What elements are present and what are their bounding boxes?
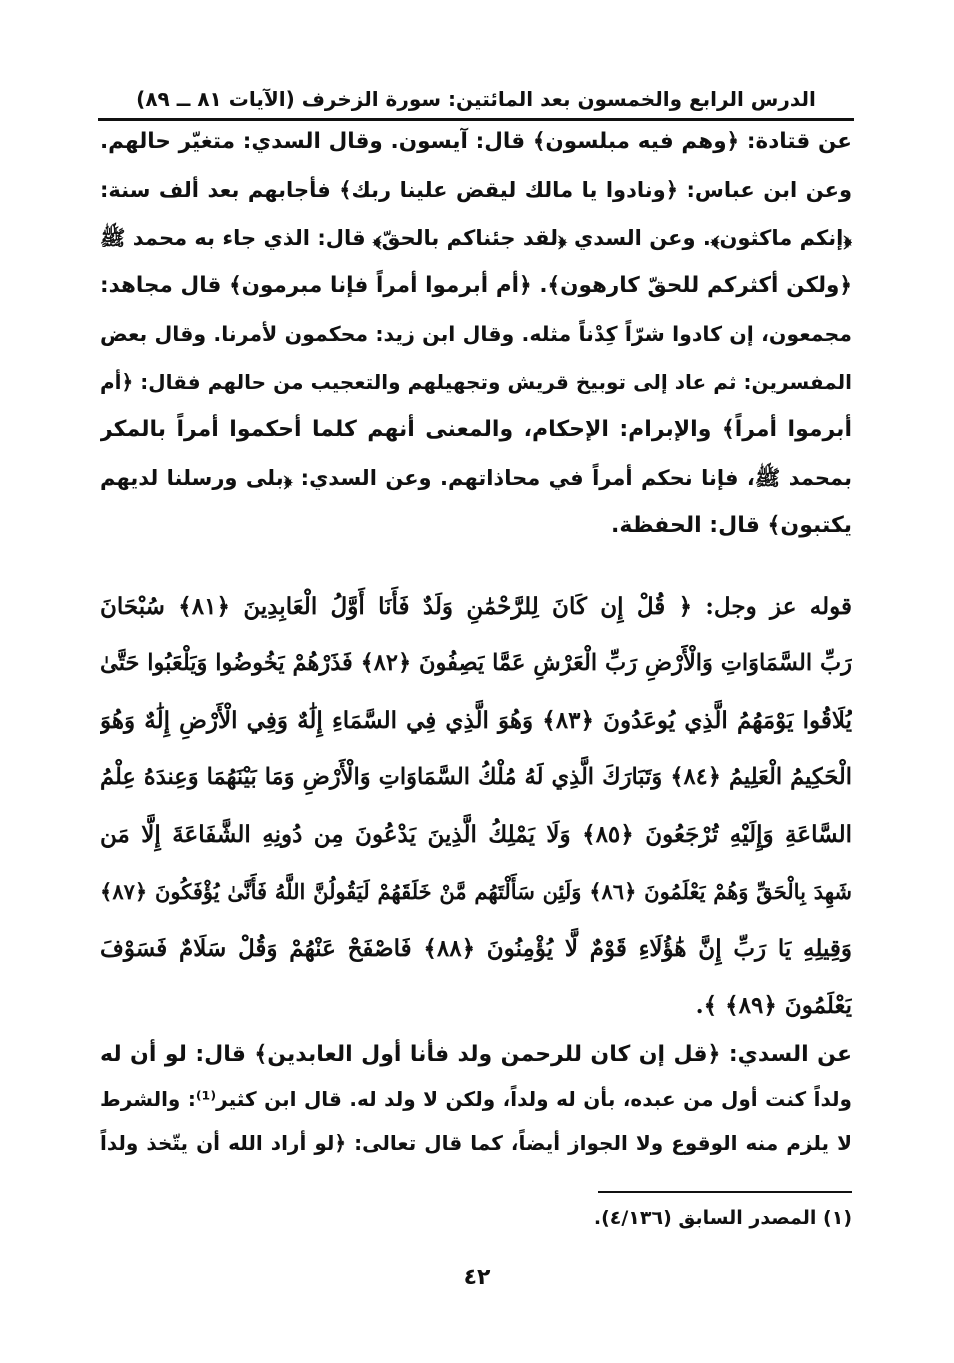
text-line: ولداً كنت أول من عبده، بأن له ولداً، ولكن لا ولد له. قال ابن كثير⁽¹⁾: والشرط bbox=[100, 1087, 852, 1111]
text-line: لا يلزم منه الوقوع ولا الجواز أيضاً، كما قال تعالى: ﴿لو أراد الله أن يتّخذ ولداً bbox=[100, 1131, 852, 1155]
verse-line: السَّاعَةِ وَإِلَيْهِ تُرْجَعُونَ ﴿٨٥﴾ وَلَا يَمْلِكُ الَّذِينَ يَدْعُونَ مِن دُونِهِ الشَّفَاعَةَ إِلَّا مَن bbox=[100, 821, 852, 848]
running-header: الدرس الرابع والخمسون بعد المائتين: سورة الزخرف (الآيات ٨١ ــ ٨٩) bbox=[136, 87, 816, 111]
text-line: وعن ابن عباس: ﴿ونادوا يا مالك ليقض علينا ربك﴾ فأجابهم بعد ألف سنة: bbox=[100, 178, 852, 202]
footnote-rule bbox=[598, 1191, 852, 1193]
text-line: أبرموا أمراً﴾ والإبرام: الإحكام، والمعنى أنهم كلما أحكموا أمراً بالمكر bbox=[100, 417, 852, 442]
verse-line: يَعْلَمُونَ ﴿٨٩﴾ ﴾. bbox=[695, 992, 852, 1019]
text-line: مجمعون، إن كادوا شرّاً كِدْناً مثله. وقال ابن زيد: محكمون لأمرنا. وقال بعض bbox=[100, 322, 852, 346]
verse-line: الْحَكِيمُ الْعَلِيمُ ﴿٨٤﴾ وَتَبَارَكَ الَّذِي لَهُ مُلْكُ السَّمَاوَاتِ وَالْأَرْضِ وَمَا بَيْنَهُمَا وَعِندَهُ عِلْمُ bbox=[100, 764, 852, 790]
text-line: عن السدي: ﴿قل إن كان للرحمن ولد فأنا أول العابدين﴾ قال: لو أن له bbox=[100, 1042, 852, 1067]
quran-verses-block bbox=[100, 578, 852, 1034]
text-line: ﴿ولكن أكثركم للحقّ كارهون﴾. ﴿أم أبرموا أمراً فإنا مبرمون﴾ قال مجاهد: bbox=[100, 273, 852, 298]
verse-line: رَبِّ السَّمَاوَاتِ وَالْأَرْضِ رَبِّ الْعَرْشِ عَمَّا يَصِفُونَ ﴿٨٢﴾ فَذَرْهُمْ يَخُوضُوا وَيَلْعَبُوا حَتَّىٰ bbox=[100, 650, 852, 676]
page-number: ٤٢ bbox=[463, 1265, 491, 1290]
footnote: (١) المصدر السابق (٤/١٣٦). bbox=[593, 1207, 852, 1229]
text-line: المفسرين: ثم عاد إلى توبيخ قريش وتجهيلهم والتعجيب من حالهم فقال: ﴿أم bbox=[100, 370, 852, 394]
text-line: عن قتادة: ﴿وهم فيه مبلسون﴾ قال: آيسون. وقال السدي: متغيّر حالهم. bbox=[100, 129, 852, 154]
commentary-paragraph bbox=[100, 118, 852, 550]
verse-line: شَهِدَ بِالْحَقِّ وَهُمْ يَعْلَمُونَ ﴿٨٦﴾ وَلَئِن سَأَلْتَهُم مَّنْ خَلَقَهُمْ لَيَقُولُنَّ اللَّهُ فَأَنَّىٰ يُؤْفَكُونَ ﴿٨٧﴾ bbox=[100, 879, 852, 904]
text-line: يكتبون﴾ قال: الحفظة. bbox=[611, 513, 852, 538]
verse-line: وَقِيلِهِ يَا رَبِّ إِنَّ هَٰؤُلَاءِ قَوْمٌ لَّا يُؤْمِنُونَ ﴿٨٨﴾ فَاصْفَحْ عَنْهُمْ وَقُلْ سَلَامٌ فَسَوْفَ bbox=[100, 935, 852, 962]
verse-line: يُلَاقُوا يَوْمَهُمُ الَّذِي يُوعَدُونَ ﴿٨٣﴾ وَهُوَ الَّذِي فِي السَّمَاءِ إِلَٰهٌ وَفِي الْأَرْضِ إِلَٰهٌ وَهُوَ bbox=[100, 707, 852, 734]
text-line: ﴿إنكم ماكثون﴾. وعن السدي ﴿لقد جئناكم بالحقّ﴾ قال: الذي جاء به محمد ﷺ bbox=[100, 226, 852, 250]
text-line: بمحمد ﷺ، فإنا نحكم أمراً في محاذاتهم. وعن السدي: ﴿بلى ورسلنا لديهم bbox=[100, 466, 852, 490]
verse-line: قوله عز وجل: ﴿ قُلْ إِن كَانَ لِلرَّحْمَٰنِ وَلَدٌ فَأَنَا أَوَّلُ الْعَابِدِينَ ﴿٨١﴾ سُبْحَانَ bbox=[100, 593, 852, 620]
closing-paragraph bbox=[100, 1033, 852, 1165]
